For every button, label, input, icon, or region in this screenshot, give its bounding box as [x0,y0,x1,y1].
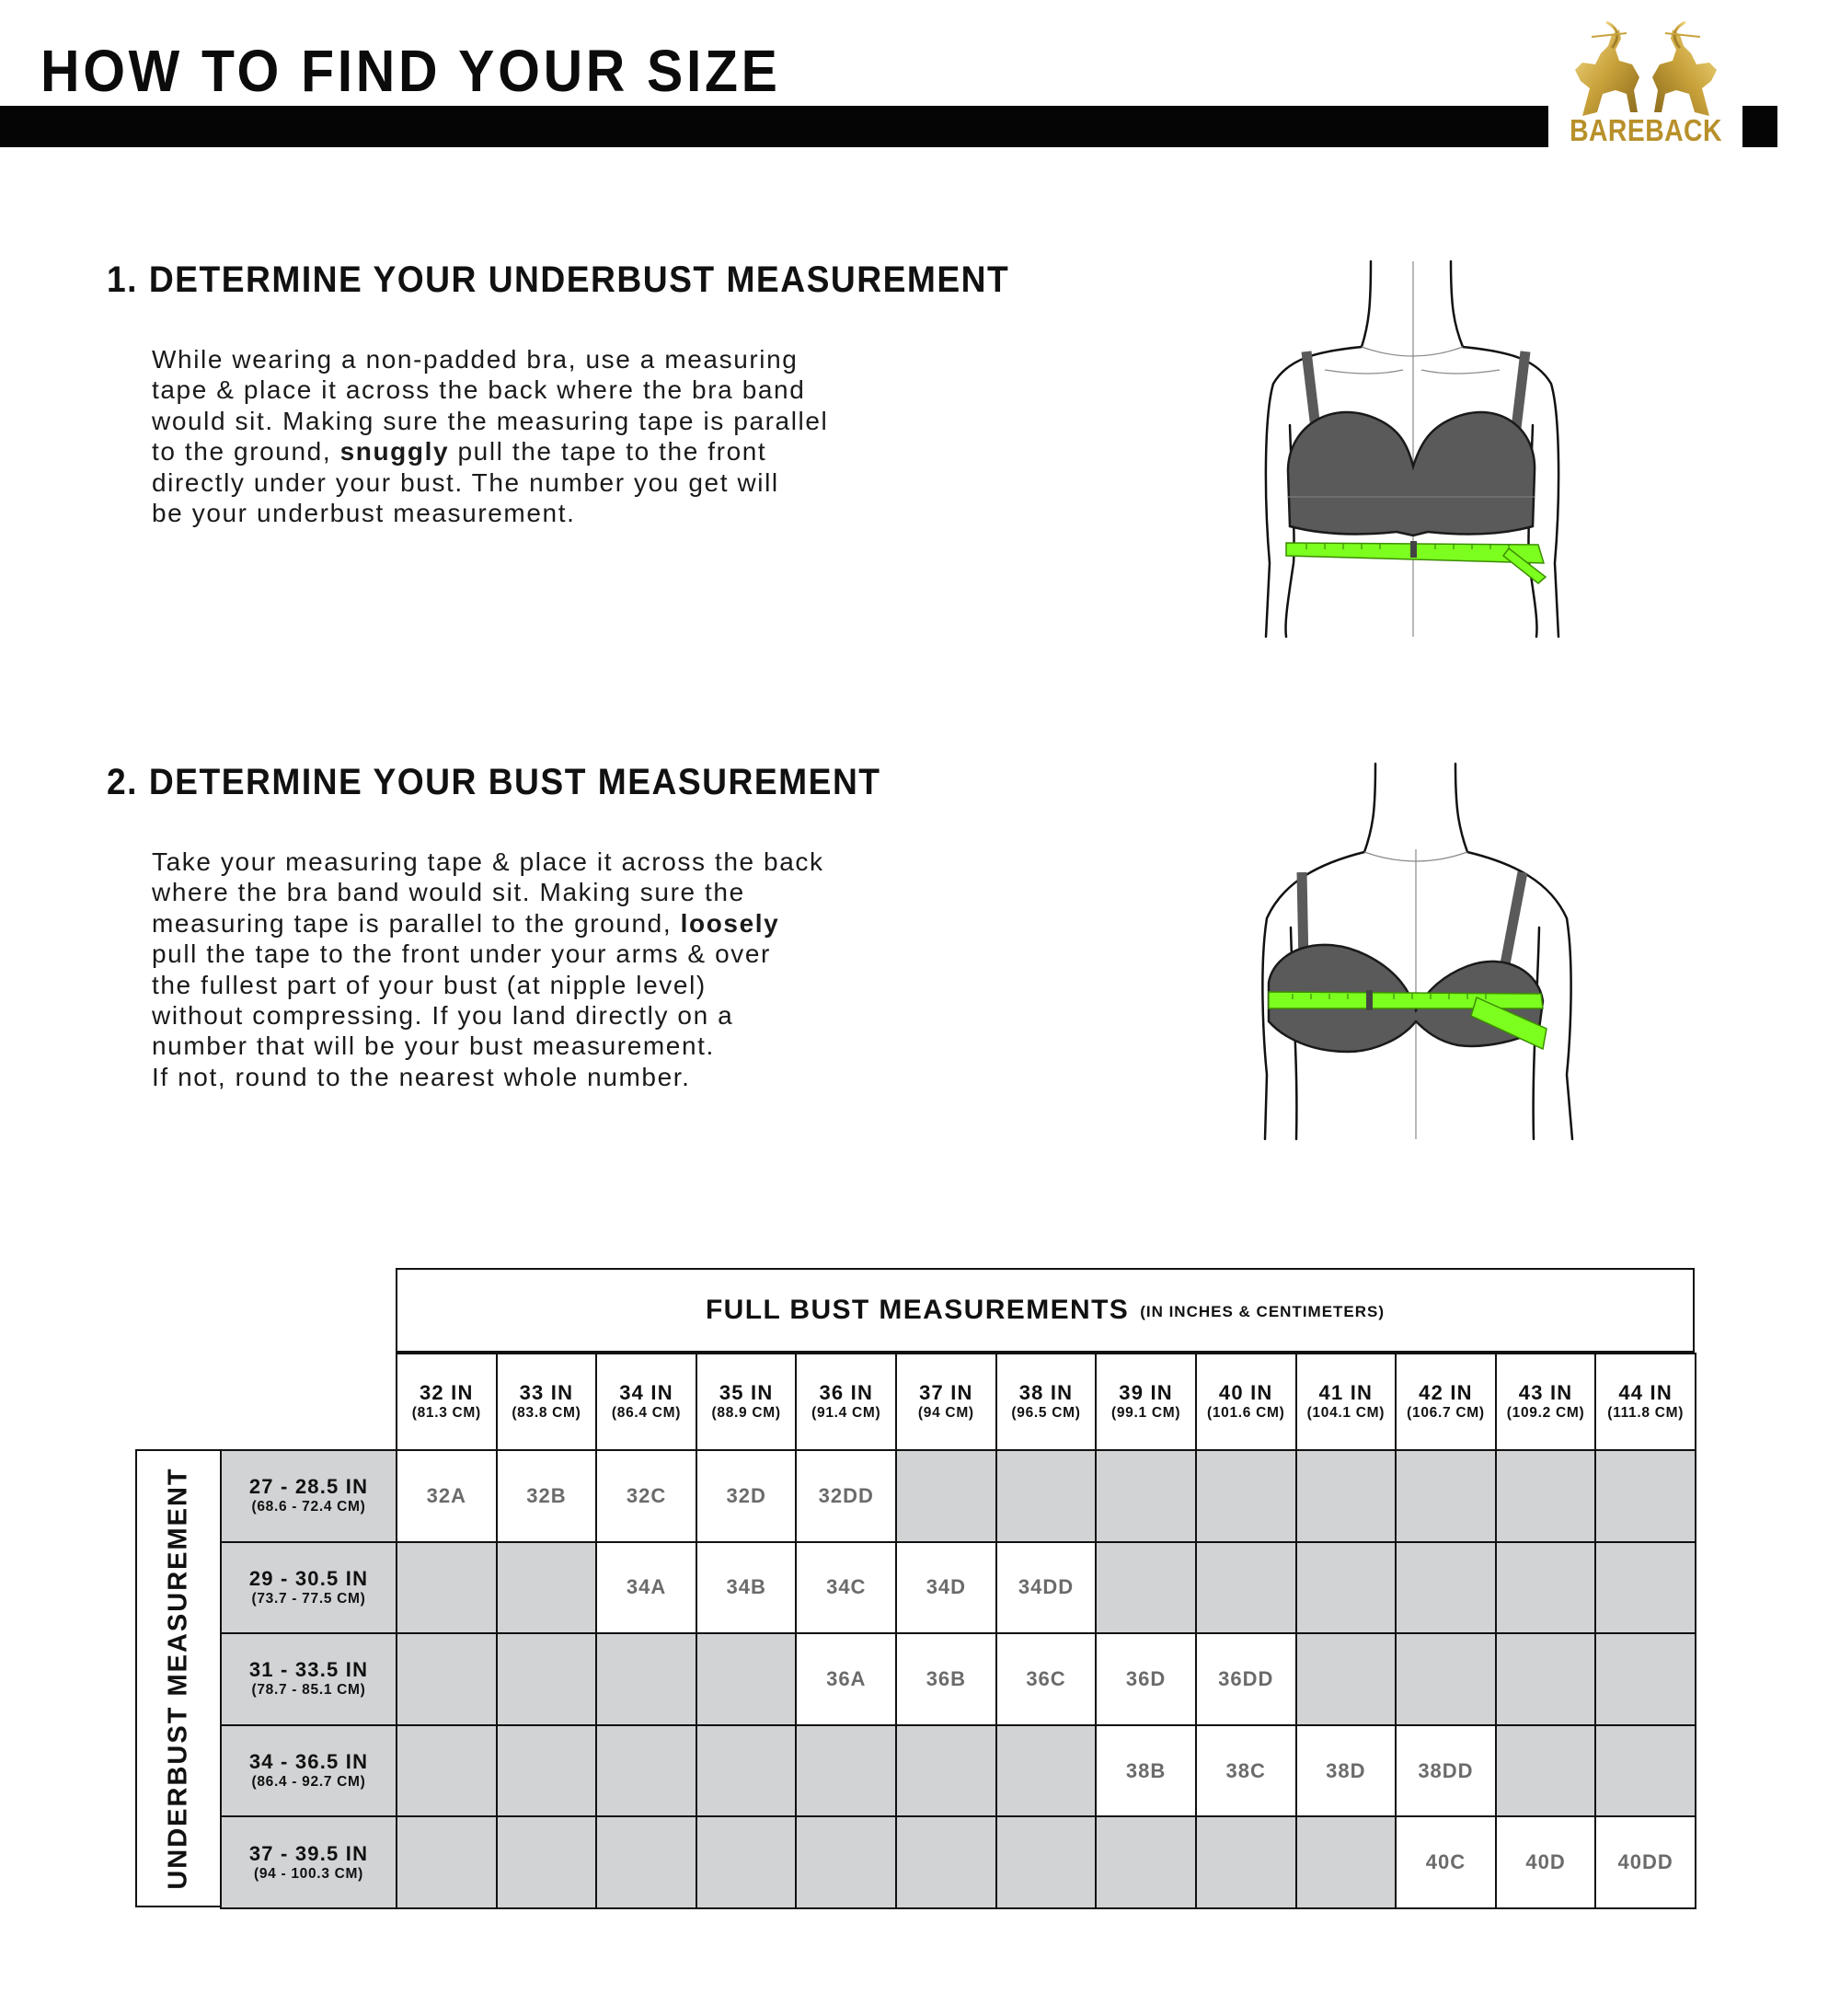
bust-inches: 32 IN [420,1381,474,1404]
body-line: where the bra band would sit. Making sure the [152,878,745,907]
body-line: without compressing. If you land directly on a [152,1001,734,1031]
bust-measure-illustration-icon [1247,762,1596,1148]
size-cell [1195,1632,1297,1726]
underbust-axis-label-cell [135,1449,222,1907]
brand-logo [1555,17,1737,150]
underbust-centimeters: (94 - 100.3 CM) [253,1865,364,1882]
empty-cell [1594,1449,1696,1543]
bra-size: 32B [526,1483,567,1507]
underbust-measure-illustration-icon [1233,259,1592,646]
size-cell [696,1541,798,1635]
bust-centimeters: (81.3 CM) [411,1405,481,1421]
size-cell [595,1541,697,1635]
underbust-row-label [220,1724,397,1818]
bust-column-header [995,1353,1098,1451]
empty-cell [496,1815,598,1909]
bust-column-header [1095,1353,1197,1451]
size-cell [795,1541,897,1635]
empty-cell [1195,1449,1297,1543]
archer-horses-emblem-icon [1555,17,1737,120]
header-bar-end [1742,106,1777,147]
empty-cell [496,1541,598,1635]
bust-inches: 44 IN [1618,1381,1673,1404]
bust-centimeters: (91.4 CM) [811,1405,881,1421]
size-cell [1395,1724,1497,1818]
empty-cell [496,1724,598,1818]
bust-centimeters: (86.4 CM) [611,1405,682,1421]
empty-cell [795,1815,897,1909]
body-line: pull the tape to the front under your arms & over [152,939,771,969]
bust-column-header [595,1353,697,1451]
empty-cell [1295,1632,1397,1726]
empty-cell [895,1724,997,1818]
empty-cell [1395,1541,1497,1635]
bust-centimeters: (104.1 CM) [1306,1405,1386,1421]
bust-column-header [396,1353,498,1451]
empty-cell [1295,1815,1397,1909]
bust-column-header [1195,1353,1297,1451]
underbust-centimeters: (73.7 - 77.5 CM) [251,1590,366,1607]
underbust-row-label [220,1815,397,1909]
size-cell [1594,1815,1696,1909]
underbust-inches: 27 - 28.5 IN [248,1475,369,1499]
size-cell [895,1541,997,1635]
bust-inches: 34 IN [619,1381,673,1404]
empty-cell [1095,1815,1197,1909]
body-line: measuring tape is parallel to the ground, loosely [152,908,780,938]
bust-inches: 37 IN [919,1381,973,1404]
size-cell [895,1632,997,1726]
bust-centimeters: (83.8 CM) [512,1405,581,1421]
emphasis-snuggly: snuggly [339,437,450,467]
section-heading-bust: 2. DETERMINE YOUR BUST MEASUREMENT [107,762,881,802]
empty-cell [396,1632,498,1726]
bra-size: 38D [1326,1758,1366,1782]
empty-cell [696,1632,798,1726]
bust-centimeters: (109.2 CM) [1506,1405,1585,1421]
bust-column-header [496,1353,598,1451]
bust-column-header [1395,1353,1497,1451]
bust-column-header [1594,1353,1696,1451]
section-body-underbust [152,344,906,528]
bust-inches: 42 IN [1419,1381,1473,1404]
size-cell [795,1632,897,1726]
bra-size: 38B [1125,1758,1167,1782]
underbust-axis-label: UNDERBUST MEASUREMENT [163,1467,193,1890]
underbust-inches: 31 - 33.5 IN [248,1658,369,1682]
empty-cell [396,1541,498,1635]
empty-cell [795,1724,897,1818]
brand-wordmark: BAREBACK [1570,113,1722,147]
empty-cell [496,1632,598,1726]
bust-inches: 38 IN [1018,1381,1074,1404]
bra-size: 34C [826,1575,867,1599]
empty-cell [895,1449,997,1543]
bust-inches: 40 IN [1218,1381,1273,1404]
empty-cell [595,1724,697,1818]
size-cell [1395,1815,1497,1909]
bust-column-header [895,1353,997,1451]
bra-size: 34DD [1018,1575,1075,1599]
size-cell [696,1449,798,1543]
underbust-inches: 37 - 39.5 IN [248,1841,369,1865]
bust-centimeters: (99.1 CM) [1111,1405,1181,1421]
bra-size: 34A [626,1575,667,1599]
body-line: number that will be your bust measurement. [152,1031,715,1061]
body-line: would sit. Making sure the measuring tape is parallel [152,406,829,435]
bust-inches: 35 IN [719,1381,774,1404]
bra-size: 36D [1125,1666,1167,1690]
size-cell [1195,1724,1297,1818]
empty-cell [1095,1541,1197,1635]
bust-figure [1247,762,1596,1153]
page-title: HOW TO FIND YOUR SIZE [40,38,781,104]
size-cell [1495,1815,1597,1909]
underbust-centimeters: (86.4 - 92.7 CM) [251,1774,366,1791]
bust-column-header [1295,1353,1397,1451]
bra-size: 32A [426,1483,466,1507]
body-line: Take your measuring tape & place it across the back [152,847,824,876]
empty-cell [1295,1449,1397,1543]
bust-inches: 33 IN [519,1381,574,1404]
underbust-inches: 34 - 36.5 IN [248,1750,369,1774]
header-bar [0,106,1548,147]
bra-size: 36B [926,1666,967,1690]
bra-size: 34B [726,1575,766,1599]
bust-centimeters: (101.6 CM) [1206,1405,1285,1421]
underbust-inches: 29 - 30.5 IN [248,1566,369,1590]
size-cell [995,1632,1098,1726]
bra-size: 32C [626,1483,667,1507]
empty-cell [1495,1449,1597,1543]
chart-subtitle: (IN INCHES & CENTIMETERS) [1140,1303,1386,1320]
size-cell [995,1541,1098,1635]
section-body-bust [152,847,906,1092]
bra-size: 36DD [1218,1666,1274,1690]
size-chart-grid [396,1353,1695,1907]
size-cell [595,1449,697,1543]
size-cell [1095,1724,1197,1818]
bra-size: 32DD [818,1483,874,1507]
bust-column-header [795,1353,897,1451]
underbust-row-label [220,1449,397,1543]
size-cell [795,1449,897,1543]
empty-cell [1395,1632,1497,1726]
bra-size: 40C [1425,1850,1466,1874]
bust-column-header [1495,1353,1597,1451]
section-heading-underbust: 1. DETERMINE YOUR UNDERBUST MEASUREMENT [107,259,1010,300]
bust-centimeters: (94 CM) [917,1405,974,1421]
empty-cell [1594,1724,1696,1818]
emphasis-loosely: loosely [680,908,780,938]
bust-centimeters: (96.5 CM) [1011,1405,1081,1421]
empty-cell [1195,1541,1297,1635]
empty-cell [696,1815,798,1909]
chart-title: FULL BUST MEASUREMENTS [705,1295,1130,1325]
empty-cell [696,1724,798,1818]
empty-cell [396,1815,498,1909]
underbust-centimeters: (68.6 - 72.4 CM) [251,1499,366,1515]
bra-size: 36A [826,1666,867,1690]
bust-centimeters: (88.9 CM) [711,1405,781,1421]
body-line: While wearing a non-padded bra, use a measuring [152,345,799,374]
underbust-figure [1233,259,1592,651]
bra-size: 40DD [1617,1850,1673,1874]
chart-title-cell [396,1268,1695,1353]
empty-cell [1295,1541,1397,1635]
underbust-row-label [220,1541,397,1635]
size-cell [496,1449,598,1543]
bust-inches: 43 IN [1518,1381,1573,1404]
bra-size: 40D [1525,1850,1566,1874]
empty-cell [1594,1541,1696,1635]
empty-cell [595,1632,697,1726]
empty-cell [995,1815,1098,1909]
empty-cell [1594,1632,1696,1726]
empty-cell [1095,1449,1197,1543]
empty-cell [995,1449,1098,1543]
bust-inches: 36 IN [819,1381,874,1404]
empty-cell [1195,1815,1297,1909]
empty-cell [895,1815,997,1909]
bust-inches: 39 IN [1119,1381,1173,1404]
empty-cell [595,1815,697,1909]
bra-size: 38DD [1418,1758,1474,1782]
body-line: the fullest part of your bust (at nipple level) [152,970,707,999]
empty-cell [396,1724,498,1818]
size-cell [1095,1632,1197,1726]
empty-cell [995,1724,1098,1818]
body-line: directly under your bust. The number you get will [152,467,779,497]
empty-cell [1495,1632,1597,1726]
body-line: be your underbust measurement. [152,499,576,528]
bra-size: 36C [1026,1666,1066,1690]
empty-cell [1395,1449,1497,1543]
size-cell [1295,1724,1397,1818]
underbust-row-label [220,1632,397,1726]
body-line: If not, round to the nearest whole number. [152,1062,691,1091]
bust-inches: 41 IN [1318,1381,1374,1404]
size-cell [396,1449,498,1543]
empty-cell [1495,1541,1597,1635]
bust-centimeters: (106.7 CM) [1407,1405,1485,1421]
bra-size: 38C [1225,1758,1266,1782]
underbust-row-labels [220,1449,397,1907]
bra-size: 34D [926,1575,967,1599]
body-line: to the ground, snuggly pull the tape to the front [152,437,767,467]
empty-cell [1495,1724,1597,1818]
body-line: tape & place it across the back where the bra band [152,375,806,405]
bust-column-header [696,1353,798,1451]
underbust-centimeters: (78.7 - 85.1 CM) [251,1682,366,1699]
bust-centimeters: (111.8 CM) [1607,1405,1685,1421]
bra-size: 32D [726,1483,766,1507]
